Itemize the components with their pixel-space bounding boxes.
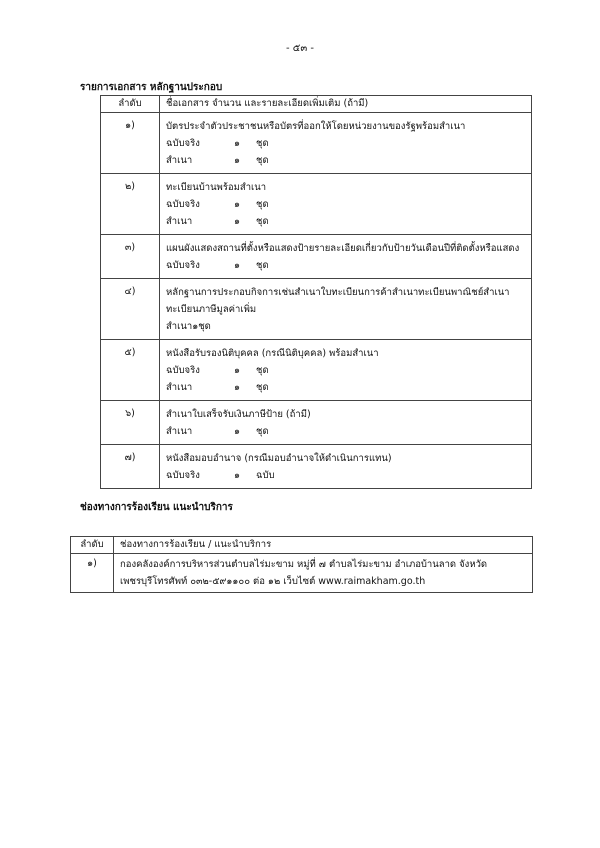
document-row xyxy=(101,340,532,401)
channels-header-name: ช่องทางการร้องเรียน / แนะนำบริการ xyxy=(114,537,533,554)
copy-quantity: ๑ xyxy=(233,260,241,271)
document-row-details xyxy=(160,279,532,340)
copy-unit: ชุด xyxy=(256,260,269,271)
document-copy-line xyxy=(166,213,527,230)
document-row-number: ๓) xyxy=(101,235,160,279)
document-title: หนังสือรับรองนิติบุคคล (กรณีนิติบุคคล) พร้อมสำเนา xyxy=(166,348,379,359)
copy-kind: ฉบับจริง xyxy=(166,470,200,481)
document-row-number: ๗) xyxy=(101,445,160,489)
document-row xyxy=(101,445,532,489)
document-row xyxy=(101,113,532,174)
copy-quantity: ๑ xyxy=(233,426,241,437)
copy-unit: ฉบับ xyxy=(256,470,275,481)
copy-unit: ชุด xyxy=(256,155,269,166)
channels-table xyxy=(70,536,533,593)
documents-table xyxy=(100,95,532,489)
copy-kind: ฉบับจริง xyxy=(166,260,200,271)
channels-header-row xyxy=(71,537,533,554)
channel-row-number: ๑) xyxy=(71,554,114,593)
copy-kind: สำเนา xyxy=(166,382,193,393)
copy-quantity: ๑ xyxy=(233,155,241,166)
document-copy-line xyxy=(166,257,527,274)
document-note: สำเนา๑ชุด xyxy=(166,321,211,332)
document-row-number: ๒) xyxy=(101,174,160,235)
document-title: บัตรประจำตัวประชาชนหรือบัตรที่ออกให้โดยหน่วยงานของรัฐพร้อมสำเนา xyxy=(166,121,466,132)
copy-kind: สำเนา xyxy=(166,216,193,227)
document-copy-line xyxy=(166,196,527,213)
copy-kind: ฉบับจริง xyxy=(166,365,200,376)
document-copy-line xyxy=(166,362,527,379)
document-row-details xyxy=(160,174,532,235)
document-copy-line xyxy=(166,152,527,169)
document-row-number: ๕) xyxy=(101,340,160,401)
document-copy-line xyxy=(166,379,527,396)
documents-header-row xyxy=(101,96,532,113)
copy-kind: สำเนา xyxy=(166,426,193,437)
copy-quantity: ๑ xyxy=(233,365,241,376)
channel-office-line: กองคลังองค์การบริหารส่วนตำบลไร่มะขาม หมู่ที่ ๗ ตำบลไร่มะขาม อำเภอบ้านลาด จังหวัด xyxy=(120,559,488,570)
channel-row xyxy=(71,554,533,593)
document-row-details xyxy=(160,401,532,445)
copy-kind: ฉบับจริง xyxy=(166,138,200,149)
copy-unit: ชุด xyxy=(256,216,269,227)
document-row xyxy=(101,174,532,235)
document-row-details xyxy=(160,445,532,489)
document-copy-line xyxy=(166,423,527,440)
copy-unit: ชุด xyxy=(256,426,269,437)
copy-unit: ชุด xyxy=(256,365,269,376)
copy-kind: ฉบับจริง xyxy=(166,199,200,210)
documents-section-title: รายการเอกสาร หลักฐานประกอบ xyxy=(80,82,223,93)
channel-row-details xyxy=(114,554,533,593)
document-title: หนังสือมอบอำนาจ (กรณีมอบอำนาจให้ดำเนินการแทน) xyxy=(166,453,392,464)
channel-contact-line: เพชรบุรีโทรศัพท์ ๐๓๒-๕๙๑๑๐๐ ต่อ ๑๒ เว็บไซต์ www.raimakham.go.th xyxy=(120,576,426,587)
copy-quantity: ๑ xyxy=(233,138,241,149)
document-row xyxy=(101,235,532,279)
document-row-details xyxy=(160,235,532,279)
channels-header-no: ลำดับ xyxy=(71,537,114,554)
document-row-number: ๖) xyxy=(101,401,160,445)
document-title: ทะเบียนบ้านพร้อมสำเนา xyxy=(166,182,267,193)
document-row-number: ๔) xyxy=(101,279,160,340)
document-row xyxy=(101,401,532,445)
document-title: หลักฐานการประกอบกิจการเช่นสำเนาใบทะเบียนการค้าสำเนาทะเบียนพาณิชย์สำเนาทะเบียนภาษีมูลค่าเพิ่ม xyxy=(166,287,510,315)
documents-header-no: ลำดับ xyxy=(101,96,160,113)
copy-unit: ชุด xyxy=(256,382,269,393)
copy-quantity: ๑ xyxy=(233,470,241,481)
copy-quantity: ๑ xyxy=(233,199,241,210)
page-number: - ๕๓ - xyxy=(286,43,314,54)
document-copy-line xyxy=(166,467,527,484)
copy-quantity: ๑ xyxy=(233,382,241,393)
channels-section-title: ช่องทางการร้องเรียน แนะนำบริการ xyxy=(80,502,233,513)
copy-quantity: ๑ xyxy=(233,216,241,227)
document-title: สำเนาใบเสร็จรับเงินภาษีป้าย (ถ้ามี) xyxy=(166,409,311,420)
document-copy-line xyxy=(166,135,527,152)
document-title: แผนผังแสดงสถานที่ตั้งหรือแสดงป้ายรายละเอียดเกี่ยวกับป้ายวันเดือนปีที่ติดตั้งหรือแสดง xyxy=(166,243,520,254)
document-row-details xyxy=(160,340,532,401)
document-row xyxy=(101,279,532,340)
document-row-number: ๑) xyxy=(101,113,160,174)
copy-unit: ชุด xyxy=(256,199,269,210)
copy-unit: ชุด xyxy=(256,138,269,149)
document-row-details xyxy=(160,113,532,174)
copy-kind: สำเนา xyxy=(166,155,193,166)
documents-header-name: ชื่อเอกสาร จำนวน และรายละเอียดเพิ่มเติม (ถ้ามี) xyxy=(160,96,532,113)
